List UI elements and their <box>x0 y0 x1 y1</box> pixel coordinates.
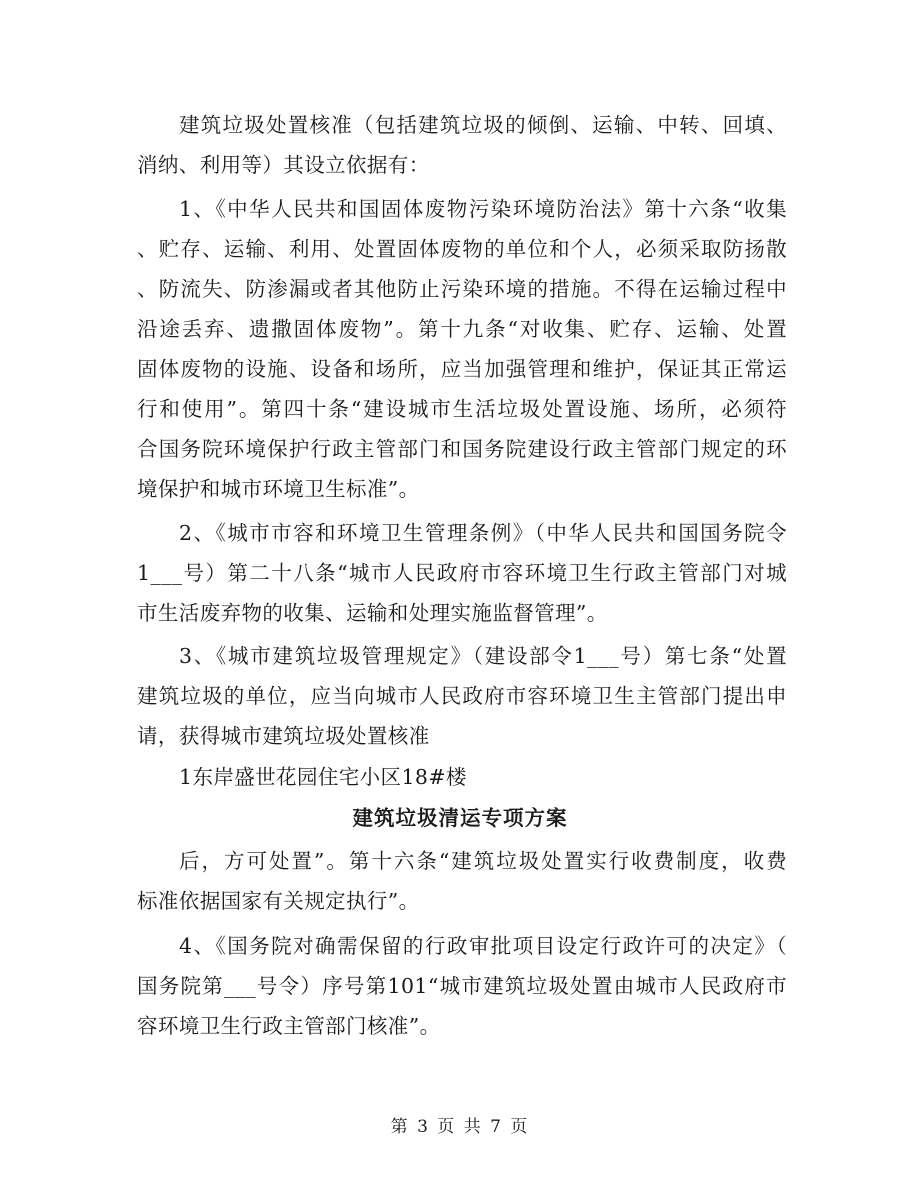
paragraph-line: 境保护和城市环境卫生标准”。 <box>137 477 420 501</box>
paragraph-line: 、防流失、防渗漏或者其他防止污染环境的措施。不得在运输过程中 <box>137 277 787 301</box>
paragraph-line: 国务院第___号令）序号第101“城市建筑垃圾处置由城市人民政府市 <box>137 974 787 998</box>
paragraph-line: 建筑垃圾的单位，应当向城市人民政府市容环境卫生主管部门提出申 <box>137 684 787 708</box>
paragraph-line: 1___号）第二十八条“城市人民政府市容环境卫生行政主管部门对城 <box>137 561 787 585</box>
paragraph-line: 市生活废弃物的收集、运输和处理实施监督管理”。 <box>137 601 608 625</box>
paragraph-line: 、贮存、运输、利用、处置固体废物的单位和个人，必须采取防扬散 <box>137 237 787 261</box>
paragraph-line: 建筑垃圾处置核准（包括建筑垃圾的倾倒、运输、中转、回填、 <box>179 113 787 137</box>
paragraph-line: 2、《城市市容和环境卫生管理条例》（中华人民共和国国务院令 <box>179 521 787 545</box>
paragraph-line: 固体废物的设施、设备和场所，应当加强管理和维护，保证其正常运 <box>137 357 787 381</box>
paragraph-line: 请，获得城市建筑垃圾处置核准 <box>137 724 430 748</box>
paragraph-line: 1、《中华人民共和国固体废物污染环境防治法》第十六条“收集 <box>179 197 787 221</box>
paragraph-line: 3、《城市建筑垃圾管理规定》（建设部令1___号）第七条“处置 <box>179 644 787 668</box>
paragraph-line: 消纳、利用等）其设立依据有： <box>137 153 430 177</box>
paragraph-line: 后，方可处置”。第十六条“建筑垃圾处置实行收费制度，收费 <box>179 849 787 873</box>
paragraph-line: 行和使用”。第四十条“建设城市生活垃圾处置设施、场所，必须符 <box>137 397 787 421</box>
paragraph-line: 沿途丢弃、遗撒固体废物”。第十九条“对收集、贮存、运输、处置 <box>137 317 787 341</box>
section-heading: 建筑垃圾清运专项方案 <box>352 806 568 830</box>
header-line: 1东岸盛世花园住宅小区18#楼 <box>179 765 467 789</box>
paragraph-line: 容环境卫生行政主管部门核准”。 <box>137 1014 441 1038</box>
paragraph-line: 标准依据国家有关规定执行”。 <box>137 889 420 913</box>
paragraph-line: 4、《国务院对确需保留的行政审批项目设定行政许可的决定》（ <box>179 934 787 958</box>
paragraph-line: 合国务院环境保护行政主管部门和国务院建设行政主管部门规定的环 <box>137 437 787 461</box>
page-footer: 第 3 页 共 7 页 <box>390 1117 530 1137</box>
